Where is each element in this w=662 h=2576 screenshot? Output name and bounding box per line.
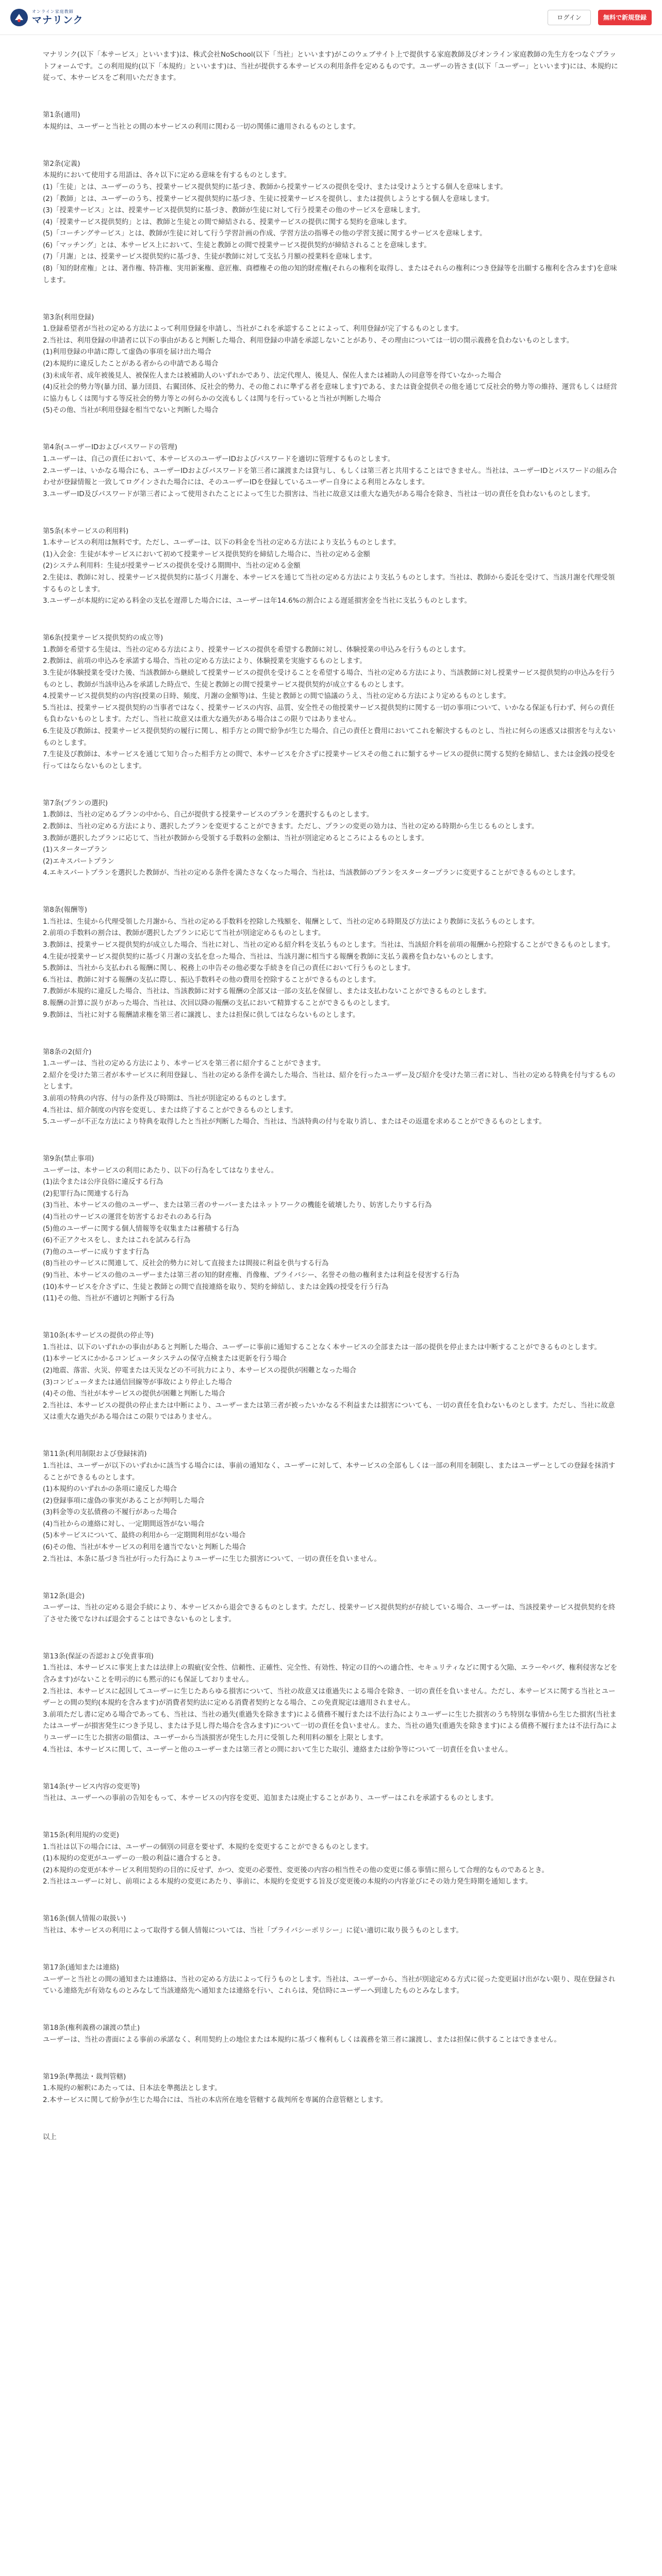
article-heading: 第8条の2(紹介): [43, 1048, 92, 1056]
terms-paragraph: 2.当社は、本条に基づき当社が行った行為によりユーザーに生じた損害について、一切の責任を負いません。: [43, 1555, 381, 1563]
terms-paragraph: (2)犯罪行為に関連する行為: [43, 1190, 129, 1198]
terms-paragraph: 4.エキスパートプランを選択した教師が、当社の定める条件を満たさなくなった場合、当社は、当該教師のプランをスタータープランに変更することができるものとします。: [43, 869, 580, 877]
terms-paragraph: マナリンク(以下「本サービス」といいます)は、株式会社NoSchool(以下「当社」といいます)がこのウェブサイト上で提供する家庭教師及びオンライン家庭教師の先生方をつなぐプラットフォームです。この利用規約(以下「本規約」といいます)は、当社が提供する本サービスの利用条件を定めるものです。ユーザーの皆さま(以下「ユーザー」といいます)には、本規約に従って、本サービスをご利用いただきます。: [43, 51, 618, 82]
terms-paragraph: (4)反社会的勢力等(暴力団、暴力団員、右翼団体、反社会的勢力、その他これに準ずる者を意味します)である、または資金提供その他を通じて反社会的勢力等の維持、運営もしくは経営に協力もしくは関与する等反社会的勢力等との何らかの交流もしくは関与を行っていると当社が判断した場合: [43, 383, 618, 403]
terms-paragraph: (1)本サービスにかかるコンピュータシステムの保守点検または更新を行う場合: [43, 1355, 287, 1363]
terms-paragraph: (2)本規約の変更が本サービス利用契約の目的に反せず、かつ、変更の必要性、変更後の内容の相当性その他の変更に係る事情に照らして合理的なものであるとき。: [43, 1866, 549, 1874]
paragraph-spacer: [43, 1135, 619, 1147]
terms-paragraph: 6.当社は、教師に対する報酬の支払に際し、振込手数料その他の費用を控除することができるものとします。: [43, 976, 380, 984]
terms-paragraph: 1.当社は、ユーザーが以下のいずれかに該当する場合には、事前の通知なく、ユーザーに対して、本サービスの全部もしくは一部の利用を制限し、またはユーザーとしての登録を抹消することができるものとします。: [43, 1462, 616, 1482]
terms-paragraph: (1)入会金：生徒が本サービスにおいて初めて授業サービス提供契約を締結した場合に、当社の定める金額: [43, 550, 370, 558]
paragraph-spacer: [43, 1430, 619, 1442]
article-heading: 第17条(通知または連絡): [43, 1963, 120, 1972]
paragraph-spacer: [43, 614, 619, 626]
article-heading: 第4条(ユーザーIDおよびパスワードの管理): [43, 444, 177, 452]
terms-paragraph: 3.前項の特典の内容、付与の条件及び時期は、当社が別途定めるものとします。: [43, 1094, 291, 1103]
terms-paragraph: 2.当社はユーザーに対し、前項による本規約の変更にあたり、事前に、本規約を変更する旨及び変更後の本規約の内容並びにその効力発生時期を通知します。: [43, 1878, 533, 1886]
paragraph-spacer: [43, 1028, 619, 1040]
terms-paragraph: (8)「知的財産権」とは、著作権、特許権、実用新案権、意匠権、商標権その他の知的財産権(それらの権利を取得し、またはそれらの権利につき登録等を出願する権利を含みます)を意味します。: [43, 265, 617, 284]
terms-paragraph: (3)料金等の支払債務の不履行があった場合: [43, 1509, 177, 1517]
terms-paragraph: 1.登録希望者が当社の定める方法によって利用登録を申請し、当社がこれを承認することによって、利用登録が完了するものとします。: [43, 325, 463, 333]
terms-paragraph: (1)「生徒」とは、ユーザーのうち、授業サービス提供契約に基づき、教師から授業サービスの提供を受け、または受けようとする個人を意味します。: [43, 183, 507, 191]
paragraph-spacer: [43, 779, 619, 791]
terms-paragraph: 以上: [43, 2133, 57, 2141]
terms-paragraph: 1.ユーザーは、自己の責任において、本サービスのユーザーIDおよびパスワードを適切に管理するものとします。: [43, 455, 394, 463]
terms-paragraph: 1.教師は、当社の定めるプランの中から、自己が提供する授業サービスのプランを選択するものとします。: [43, 811, 374, 819]
terms-paragraph: (1)本規約の変更がユーザーの一般の利益に適合するとき。: [43, 1855, 225, 1863]
terms-paragraph: 1.教師を希望する生徒は、当社の定める方法により、授業サービスの提供を希望する教師に対し、体験授業の申込みを行うものとします。: [43, 646, 470, 654]
logo-subtitle: オンライン家庭教師: [32, 9, 74, 14]
article-heading: 第14条(サービス内容の変更等): [43, 1783, 140, 1791]
paragraph-spacer: [43, 423, 619, 435]
article-heading: 第12条(退会): [43, 1592, 85, 1600]
terms-paragraph: 2.ユーザーは、いかなる場合にも、ユーザーIDおよびパスワードを第三者に譲渡または貸与し、もしくは第三者と共用することはできません。当社は、ユーザーIDとパスワードの組み合わせが登録情報と一致してログインされた場合には、そのユーザーIDを登録しているユーザー自身による利用とみなします。: [43, 467, 617, 487]
terms-paragraph: ユーザーは、当社の書面による事前の承諾なく、利用契約上の地位または本規約に基づく権利もしくは義務を第三者に譲渡し、または担保に供することはできません。: [43, 2036, 561, 2044]
logo-mark-icon: [10, 9, 28, 26]
terms-paragraph: 2.紹介を受けた第三者が本サービスに利用登録し、当社の定める条件を満たした場合、当社は、紹介を行ったユーザー及び紹介を受けた第三者に対し、当社の定める特典を付与するものとします。: [43, 1071, 616, 1091]
terms-paragraph: (2)本規約に違反したことがある者からの申請である場合: [43, 360, 219, 368]
article-heading: 第11条(利用制限および登録抹消): [43, 1450, 147, 1459]
terms-paragraph: (3)未成年者、成年被後見人、被保佐人または被補助人のいずれかであり、法定代理人、後見人、保佐人または補助人の同意等を得ていなかった場合: [43, 371, 502, 380]
terms-paragraph: (1)本規約のいずれかの条項に違反した場合: [43, 1485, 177, 1494]
terms-paragraph: 1.当社は、本サービスに事実上または法律上の瑕疵(安全性、信頼性、正確性、完全性、有効性、特定の目的への適合性、セキュリティなどに関する欠陥、エラーやバグ、権利侵害などを含みます)がないことを明示的にも黙示的にも保証しておりません。: [43, 1664, 618, 1684]
terms-paragraph: ユーザーは、当社の定める退会手続により、本サービスから退会できるものとします。ただし、授業サービス提供契約が存続している場合、ユーザーは、当該授業サービス提供契約を終了させた後でなければ退会することはできないものとします。: [43, 1604, 616, 1623]
terms-paragraph: 3.前項ただし書に定める場合であっても、当社は、当社の過失(重過失を除きます)による債務不履行または不法行為によりユーザーに生じた損害のうち特別な事情から生じた損害(当社またはユーザーが損害発生につき予見し、または予見し得た場合を含みます)について一切の責任を負いません。また、当社の過失(重過失を除きます)による債務不履行または不法行為によりユーザーに生じた損害の賠償は、ユーザーから当該損害が発生した月に受領した利用料の額を上限とします。: [43, 1710, 617, 1742]
paragraph-spacer: [43, 886, 619, 898]
terms-paragraph: (8)当社のサービスに関連して、反社会的勢力に対して直接または間接に利益を供与する行為: [43, 1260, 329, 1268]
paragraph-spacer: [43, 1895, 619, 1907]
terms-paragraph: 4.生徒が授業サービス提供契約に基づく月謝の支払を怠った場合、当社は、当該月謝に相当する報酬を教師に支払う義務を負わないものとします。: [43, 953, 498, 961]
terms-paragraph: (1)利用登録の申請に際して虚偽の事項を届け出た場合: [43, 348, 211, 357]
logo-title: マナリンク: [32, 14, 84, 26]
terms-paragraph: (4)当社からの連絡に対し、一定期間返答がない場合: [43, 1520, 205, 1528]
terms-body: [43, 49, 619, 2143]
terms-paragraph: 6.生徒及び教師は、授業サービス提供契約の履行に関し、相手方との間で紛争が生じた場合、自己の責任と費用においてこれを解決するものとし、当社に何らの迷惑又は損害を与えないものとします。: [43, 727, 616, 747]
paragraph-spacer: [43, 1763, 619, 1775]
terms-paragraph: 5.ユーザーが不正な方法により特典を取得したと当社が判断した場合、当社は、当該特典の付与を取り消し、またはその返還を求めることができるものとします。: [43, 1118, 546, 1126]
terms-paragraph: 2.本サービスに関して紛争が生じた場合には、当社の本店所在地を管轄する裁判所を専属的合意管轄とします。: [43, 2096, 387, 2104]
terms-paragraph: 1.当社は以下の場合には、ユーザーの個別の同意を要せず、本規約を変更することができるものとします。: [43, 1843, 373, 1851]
terms-paragraph: 8.報酬の計算に誤りがあった場合、当社は、次回以降の報酬の支払において精算することができるものとします。: [43, 999, 394, 1007]
terms-paragraph: 2.教師は、前項の申込みを承諾する場合、当社の定める方法により、体験授業を実施するものとします。: [43, 657, 367, 666]
terms-paragraph: ユーザーは、本サービスの利用にあたり、以下の行為をしてはなりません。: [43, 1166, 278, 1175]
site-header: [0, 0, 662, 35]
signup-button[interactable]: 無料で新規登録: [598, 10, 652, 25]
terms-paragraph: (6)その他、当社が本サービスの利用を適当でないと判断した場合: [43, 1544, 246, 1552]
article-heading: 第15条(利用規約の変更): [43, 1832, 120, 1840]
terms-paragraph: (5)本サービスについて、最終の利用から一定期間利用がない場合: [43, 1532, 246, 1540]
paragraph-spacer: [43, 2053, 619, 2065]
terms-paragraph: (6)不正アクセスをし、またはこれを試みる行為: [43, 1236, 191, 1245]
paragraph-spacer: [43, 507, 619, 519]
terms-paragraph: 1.当社は、以下のいずれかの事由があると判断した場合、ユーザーに事前に通知することなく本サービスの全部または一部の提供を停止または中断することができるものとします。: [43, 1343, 601, 1351]
terms-paragraph: (11)その他、当社が不適切と判断する行為: [43, 1295, 175, 1303]
article-heading: 第9条(禁止事項): [43, 1155, 94, 1163]
terms-paragraph: (2)エキスパートプラン: [43, 857, 114, 866]
paragraph-spacer: [43, 1811, 619, 1823]
article-heading: 第7条(プランの選択): [43, 799, 108, 807]
terms-paragraph: (2)登録事項に虚偽の事実があることが判明した場合: [43, 1497, 205, 1505]
terms-paragraph: (3)当社、本サービスの他のユーザー、または第三者のサーバーまたはネットワークの機能を破壊したり、妨害したりする行為: [43, 1201, 432, 1210]
terms-paragraph: (2)システム利用料：生徒が授業サービスの提供を受ける期間中、当社の定める金額: [43, 562, 301, 570]
terms-paragraph: 3.ユーザーID及びパスワードが第三者によって使用されたことによって生じた損害は、当社に故意又は重大な過失がある場合を除き、当社は一切の責任を負わないものとします。: [43, 490, 594, 498]
terms-paragraph: 3.教師が選択したプランに応じて、当社が教師から受領する手数料の金額は、当社が別途定めるところによるものとします。: [43, 834, 428, 842]
terms-paragraph: 2.当社は、本サービスの提供の停止または中断により、ユーザーまたは第三者が被ったいかなる不利益または損害についても、一切の責任を負わないものとします。ただし、当社に故意又は重大な過失がある場合はこの限りではありません。: [43, 1401, 615, 1421]
terms-paragraph: (4)当社のサービスの運営を妨害するおそれのある行為: [43, 1213, 211, 1222]
terms-paragraph: 1.本サービスの利用は無料です。ただし、ユーザーは、以下の料金を当社の定める方法により支払うものとします。: [43, 539, 401, 547]
terms-paragraph: (3)コンピュータまたは通信回線等が事故により停止した場合: [43, 1378, 233, 1386]
terms-paragraph: (7)「月謝」とは、授業サービス提供契約に基づき、生徒が教師に対して支払う月額の授業料を意味します。: [43, 253, 376, 261]
paragraph-spacer: [43, 140, 619, 152]
terms-paragraph: (1)法令または公序良俗に違反する行為: [43, 1178, 163, 1187]
terms-paragraph: 2.教師は、当社の定める方法により、選択したプランを変更することができます。ただし、プランの変更の効力は、当社の定める時期から生じるものとします。: [43, 822, 539, 831]
terms-paragraph: 7.教師が本規約に違反した場合、当社は、当該教師に対する報酬の全部又は一部の支払を保留し、または支払わないことができるものとします。: [43, 988, 491, 996]
site-logo[interactable]: [10, 7, 84, 28]
terms-paragraph: (5)その他、当社が利用登録を相当でないと判断した場合: [43, 406, 219, 415]
terms-paragraph: 3.教師は、授業サービス提供契約が成立した場合、当社に対し、当社の定める紹介料を支払うものとします。当社は、当該紹介料を前項の報酬から控除することができるものとします。: [43, 941, 615, 950]
terms-paragraph: 1.当社は、生徒から代理受領した月謝から、当社の定める手数料を控除した残額を、報酬として、当社の定める時期及び方法により教師に支払うものとします。: [43, 918, 539, 926]
article-heading: 第6条(授業サービス提供契約の成立等): [43, 634, 163, 642]
terms-paragraph: 2.当社は、利用登録の申請者に以下の事由があると判断した場合、利用登録の申請を承認しないことがあり、その理由については一切の開示義務を負わないものとします。: [43, 336, 574, 345]
paragraph-spacer: [43, 1944, 619, 1956]
terms-paragraph: 当社は、本サービスの利用によって取得する個人情報については、当社「プライバシーポリシー」に従い適切に取り扱うものとします。: [43, 1927, 463, 1935]
terms-paragraph: 本規約は、ユーザーと当社との間の本サービスの利用に関わる一切の関係に適用されるものとします。: [43, 123, 360, 131]
terms-paragraph: 5.教師は、当社から支払われる報酬に関し、税務上の申告その他必要な手続きを自己の責任において行うものとします。: [43, 964, 415, 973]
article-heading: 第10条(本サービスの提供の停止等): [43, 1332, 154, 1340]
terms-paragraph: 4.当社は、本サービスに関して、ユーザーと他のユーザーまたは第三者との間において生じた取引、連絡または紛争等について一切責任を負いません。: [43, 1745, 512, 1754]
logo-text: [32, 10, 84, 25]
article-heading: 第1条(適用): [43, 111, 80, 120]
terms-paragraph: 2.当社は、本サービスに起因してユーザーに生じたあらゆる損害について、当社の故意又は重過失による場合を除き、一切の責任を負いません。ただし、本サービスに関する当社とユーザーとの間の契約(本規約を含みます)が消費者契約法に定める消費者契約となる場合、この免責規定は適用されません。: [43, 1687, 616, 1707]
paragraph-spacer: [43, 1312, 619, 1324]
terms-paragraph: 1.本規約の解釈にあたっては、日本法を準拠法とします。: [43, 2084, 222, 2093]
article-heading: 第8条(報酬等): [43, 906, 87, 914]
terms-paragraph: 1.ユーザーは、当社の定める方法により、本サービスを第三者に紹介することができます。: [43, 1060, 325, 1068]
terms-paragraph: ユーザーと当社との間の通知または連絡は、当社の定める方法によって行うものとします。当社は、ユーザーから、当社が別途定める方式に従った変更届け出がない限り、現在登録されている連絡先が有効なものとみなして当該連絡先へ通知または連絡を行い、これらは、発信時にユーザーへ到達したものとみなします。: [43, 1975, 616, 1995]
terms-paragraph: 2.前項の手数料の割合は、教師が選択したプランに応じて当社が別途定めるものとします。: [43, 929, 325, 938]
article-heading: 第5条(本サービスの利用料): [43, 527, 129, 535]
terms-paragraph: 4.当社は、紹介制度の内容を変更し、または終了することができるものとします。: [43, 1106, 297, 1114]
terms-paragraph: 2.生徒は、教師に対し、授業サービス提供契約に基づく月謝を、本サービスを通じて当社の定める方法により支払うものとします。当社は、教師から委託を受けて、当該月謝を代理受領するものとします。: [43, 574, 615, 594]
paragraph-spacer: [43, 1633, 619, 1645]
paragraph-spacer: [43, 294, 619, 306]
paragraph-spacer: [43, 91, 619, 103]
terms-paragraph: (4)「授業サービス提供契約」とは、教師と生徒との間で締結される、授業サービスの提供に関する契約を意味します。: [43, 218, 411, 226]
article-heading: 第16条(個人情報の取扱い): [43, 1915, 126, 1923]
terms-paragraph: 7.生徒及び教師は、本サービスを通じて知り合った相手方との間で、本サービスを介さずに授業サービスその他これに類するサービスの提供に関する契約を締結し、または金銭の授受を行ってはならないものとします。: [43, 751, 616, 770]
terms-paragraph: 3.ユーザーが本規約に定める料金の支払を遅滞した場合には、ユーザーは年14.6%の割合による遅延損害金を当社に支払うものとします。: [43, 597, 471, 605]
terms-paragraph: 9.教師は、当社に対する報酬請求権を第三者に譲渡し、または担保に供してはならないものとします。: [43, 1011, 360, 1019]
terms-paragraph: (1)スタータープラン: [43, 846, 108, 854]
terms-paragraph: (5)他のユーザーに関する個人情報等を収集または蓄積する行為: [43, 1225, 239, 1233]
terms-paragraph: 4.授業サービス提供契約の内容(授業の日時、頻度、月謝の金額等)は、生徒と教師との間で協議のうえ、当社の定める方法により定めるものとします。: [43, 692, 510, 701]
terms-paragraph: (10)本サービスを介さずに、生徒と教師との間で直接連絡を取り、契約を締結し、または金銭の授受を行う行為: [43, 1283, 389, 1291]
terms-paragraph: (6)「マッチング」とは、本サービス上において、生徒と教師との間で授業サービス提供契約が締結されることを意味します。: [43, 241, 431, 249]
terms-paragraph: (2)地震、落雷、火災、停電または天災などの不可抗力により、本サービスの提供が困難となった場合: [43, 1366, 357, 1375]
paragraph-spacer: [43, 1572, 619, 1584]
terms-paragraph: (7)他のユーザーに成りすます行為: [43, 1248, 150, 1256]
terms-paragraph: 当社は、ユーザーへの事前の告知をもって、本サービスの内容を変更、追加または廃止することがあり、ユーザーはこれを承諾するものとします。: [43, 1794, 498, 1803]
article-heading: 第3条(利用登録): [43, 313, 94, 321]
terms-paragraph: (4)その他、当社が本サービスの提供が困難と判断した場合: [43, 1390, 225, 1398]
login-button[interactable]: ログイン: [548, 10, 591, 25]
terms-paragraph: 本規約において使用する用語は、各々以下に定める意味を有するものとします。: [43, 172, 291, 180]
terms-paragraph: (2)「教師」とは、ユーザーのうち、授業サービス提供契約に基づき、生徒に授業サービスを提供し、または提供しようとする個人を意味します。: [43, 195, 494, 203]
article-heading: 第13条(保証の否認および免責事項): [43, 1652, 154, 1660]
article-heading: 第2条(定義): [43, 160, 80, 168]
article-heading: 第18条(権利義務の譲渡の禁止): [43, 2024, 140, 2032]
article-heading: 第19条(準拠法・裁判管轄): [43, 2073, 126, 2081]
terms-paragraph: 3.生徒が体験授業を受けた後、当該教師から継続して授業サービスの提供を受けることを希望する場合、当社の定める方法により、当該教師に対し授業サービス提供契約の申込みを行うものとし、教師が当該申込みを承諾した時点で、生徒と教師との間で授業サービス提供契約が成立するものとします。: [43, 669, 616, 689]
paragraph-spacer: [43, 2113, 619, 2125]
terms-paragraph: (3)「授業サービス」とは、授業サービス提供契約に基づき、教師が生徒に対して行う授業その他のサービスを意味します。: [43, 207, 425, 215]
terms-paragraph: (5)「コーチングサービス」とは、教師が生徒に対して行う学習計画の作成、学習方法の指導その他の学習支援に関するサービスを意味します。: [43, 230, 487, 238]
terms-paragraph: (9)当社、本サービスの他のユーザーまたは第三者の知的財産権、肖像権、プライバシー、名誉その他の権利または利益を侵害する行為: [43, 1272, 459, 1280]
paragraph-spacer: [43, 2004, 619, 2016]
terms-paragraph: 5.当社は、授業サービス提供契約の当事者ではなく、授業サービスの内容、品質、安全性その他授業サービス提供契約に関する一切の事項について、いかなる保証も行わず、何らの責任も負わないものとします。ただし、当社に故意又は重大な過失がある場合はこの限りではありません。: [43, 704, 615, 724]
